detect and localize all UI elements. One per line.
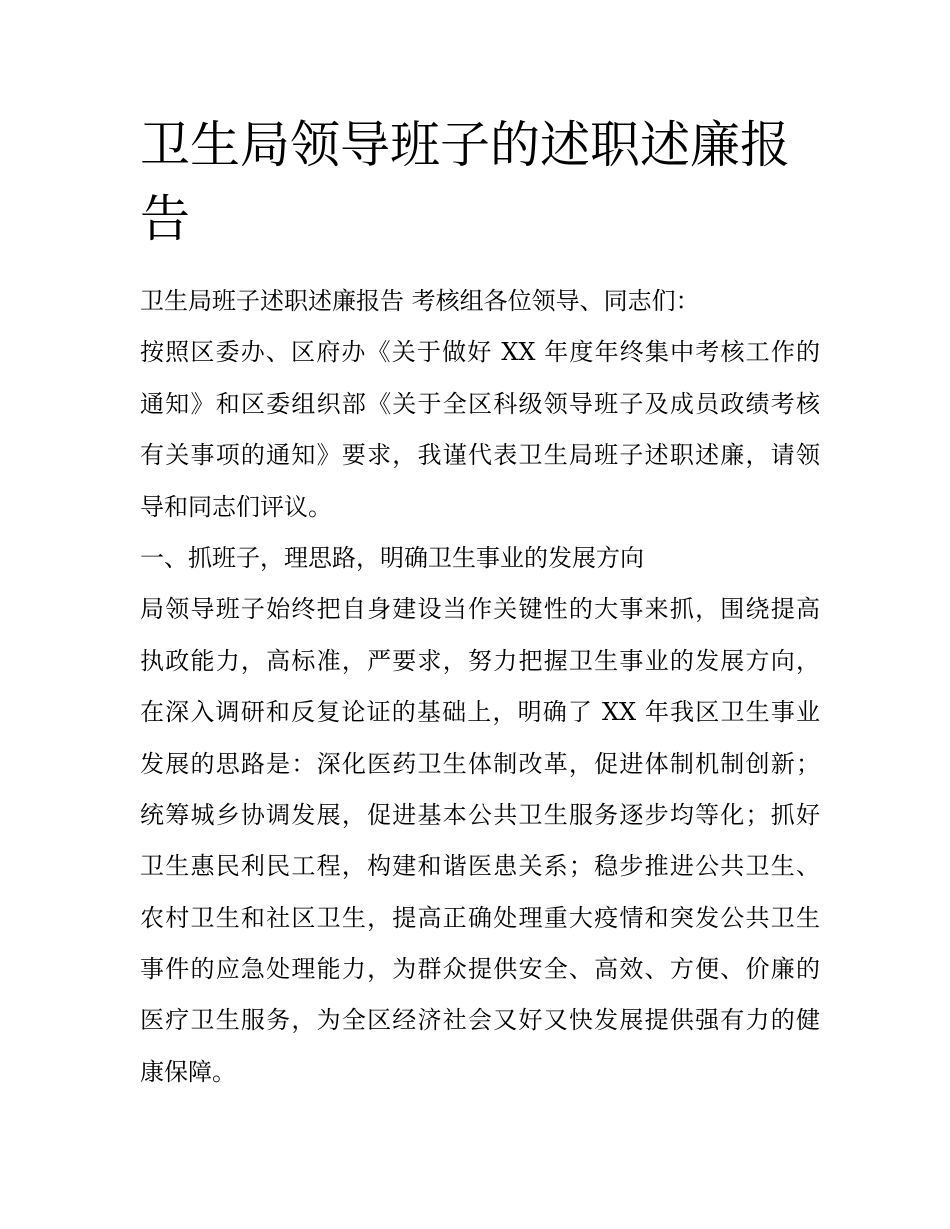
body-line: 事件的应急处理能力，为群众提供安全、高效、方便、价廉的	[140, 955, 820, 984]
body-line: 执政能力，高标准，严要求，努力把握卫生事业的发展方向，	[140, 646, 820, 675]
body-line: 医疗卫生服务，为全区经济社会又好又快发展提供强有力的健	[140, 1006, 820, 1035]
body-line: 局领导班子始终把自身建设当作关键性的大事来抓，围绕提高	[140, 595, 820, 624]
body-line: 康保障。	[140, 1057, 236, 1086]
body-line: 在深入调研和反复论证的基础上，明确了 XX 年我区卫生事业	[140, 698, 820, 727]
body-line: 卫生惠民利民工程，构建和谐医患关系；稳步推进公共卫生、	[140, 852, 820, 881]
document-title	[140, 108, 820, 256]
body-line: 通知》和区委组织部《关于全区科级领导班子及成员政绩考核	[140, 389, 820, 418]
title-line-1: 卫生局领导班子的述职述廉报	[140, 116, 790, 174]
body-line: 统筹城乡协调发展，促进基本公共卫生服务逐步均等化；抓好	[140, 800, 820, 829]
body-line: 卫生局班子述职述廉报告 考核组各位领导、同志们：	[140, 287, 700, 315]
section-heading: 一、抓班子，理思路，明确卫生事业的发展方向	[140, 543, 644, 572]
body-line: 按照区委办、区府办《关于做好 XX 年度年终集中考核工作的	[140, 338, 820, 367]
body-line: 有关事项的通知》要求，我谨代表卫生局班子述职述廉，请领	[140, 441, 820, 470]
title-line-2: 告	[140, 190, 190, 248]
document-body	[140, 276, 820, 1098]
body-line: 农村卫生和社区卫生，提高正确处理重大疫情和突发公共卫生	[140, 903, 820, 932]
body-line: 导和同志们评议。	[140, 492, 332, 521]
body-line: 发展的思路是：深化医药卫生体制改革，促进体制机制创新；	[140, 749, 820, 778]
document-content	[140, 108, 820, 1098]
